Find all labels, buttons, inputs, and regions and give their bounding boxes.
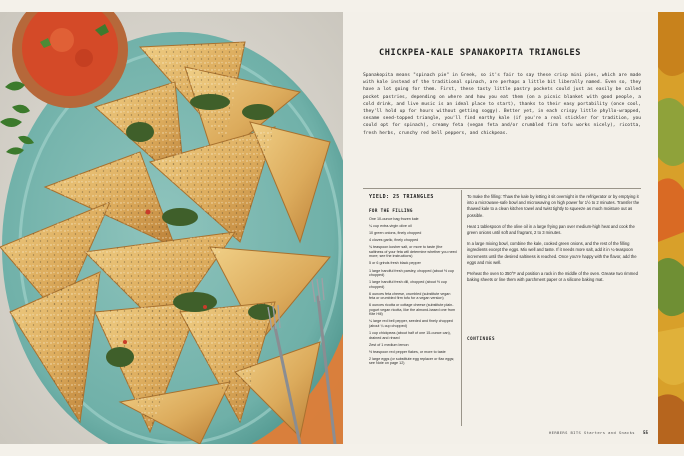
adjacent-page-edge	[658, 12, 684, 444]
filling-heading: FOR THE FILLING	[369, 208, 413, 213]
section-divider	[363, 188, 641, 189]
direction-step: Preheat the oven to 350°F and position a rack in the middle of the oven. Grease two rimmed baking sheets or line them with parchment paper or a silicone baking mat.	[467, 271, 638, 283]
recipe-page	[343, 12, 658, 444]
edge-texture	[658, 12, 684, 444]
running-footer: HERBERS BITS Starters and Snacks	[549, 430, 635, 435]
page-number: 55	[643, 430, 649, 435]
ingredient-item: One 10-ounce bag frozen kale	[369, 217, 419, 221]
continues-label: CONTINUES	[467, 336, 496, 341]
ingredient-item: 1 cup chickpeas (about half of one 15-ounce can), drained and rinsed	[369, 331, 451, 340]
food-photograph	[0, 12, 343, 444]
direction-step: To make the filling: Thaw the kale by letting it sit overnight in the refrigerator or by emptying it into a microwave-safe bowl and microwaving on high power for 1½ to 2 minutes. Transfer the thawed kale to a clean kitchen towel and twist tightly to squeeze as much moisture out as possible.	[467, 194, 640, 218]
spanakopita-photo	[0, 12, 343, 444]
ingredient-list	[369, 217, 457, 368]
ingredient-item: ¼ cup extra-virgin olive oil	[369, 224, 412, 229]
ingredient-item: 4 cloves garlic, finely chopped	[369, 238, 419, 243]
ingredient-item: 6 ounces ricotta or cottage cheese (substitute plain-yogurt vegan ricotta, like the almond-based one from Kite Hill)	[369, 303, 456, 317]
ingredient-item: 6 ounces feta cheese, crumbled (substitute vegan feta or crumbled firm tofu for a vegan version)	[369, 291, 451, 301]
ingredient-item: 10 green onions, finely chopped	[369, 231, 422, 236]
direction-step: In a large mixing bowl, combine the kale, cooked green onions, and the rest of the filling ingredients except the eggs. Mix well and taste. If it needs more salt, add it in ¼-teaspoon increments until the desired saltiness is reached. Once you're happy with the flavor, add the eggs and mix well.	[467, 241, 637, 265]
column-rule	[461, 190, 462, 426]
direction-step: Heat 1 tablespoon of the olive oil in a large frying pan over medium-high heat and cook the green onions until soft and fragrant, 2 to 3 minutes.	[467, 223, 635, 236]
ingredient-item: 5 or 6 grinds fresh black pepper	[369, 261, 421, 266]
ingredient-item: 1 large handful fresh dill, chopped (about ½ cup chopped)	[369, 280, 447, 289]
ingredient-item: ¼ large red bell pepper, seeded and finely chopped (about ¼ cup chopped)	[369, 319, 453, 328]
ingredient-item: 1 large handful fresh parsley, chopped (about ½ cup chopped)	[369, 268, 455, 278]
ingredient-item: ½ teaspoon red pepper flakes, or more to taste	[369, 349, 446, 354]
recipe-title: CHICKPEA-KALE SPANAKOPITA TRIANGLES	[379, 48, 582, 58]
recipe-intro: Spanakopita means "spinach pie" in Greek, so it's fair to say these crisp mini pies, which are made with kale instead of the traditional spinach, are perhaps a little bit liberally named. Even so, they have a lot going for them. First, these tasty little pastry pockets could just as easily be called pocket pastries, depending on where and how you eat them (on a picnic blanket with good people, a cold drink, and live music is an ideal place to start), thanks to their easy portability (once cool, they'll hold up for hours without getting soggy). Better yet, in each crispy little phyllo-wrapped, sesame seed-topped triangle, you'll find earthy kale (if you're a real stickler for tradition, you could opt for spinach), creamy feta (vegan feta and/or crumbled firm tofu works nicely), ricotta, fresh herbs, crunchy red bell peppers, and chickpeas.	[363, 73, 641, 136]
recipe-yield: YIELD: 25 TRIANGLES	[369, 194, 434, 200]
ingredient-item: ¾ teaspoon kosher salt, or more to taste (the saltiness of your feta will determine whether you need more; see the instructions)	[369, 245, 457, 259]
ingredient-item: 2 large eggs (or substitute egg replacer or flax eggs; see Note on page 12)	[369, 356, 455, 366]
directions	[467, 194, 641, 288]
ingredient-item: Zest of 1 medium lemon	[369, 342, 409, 347]
